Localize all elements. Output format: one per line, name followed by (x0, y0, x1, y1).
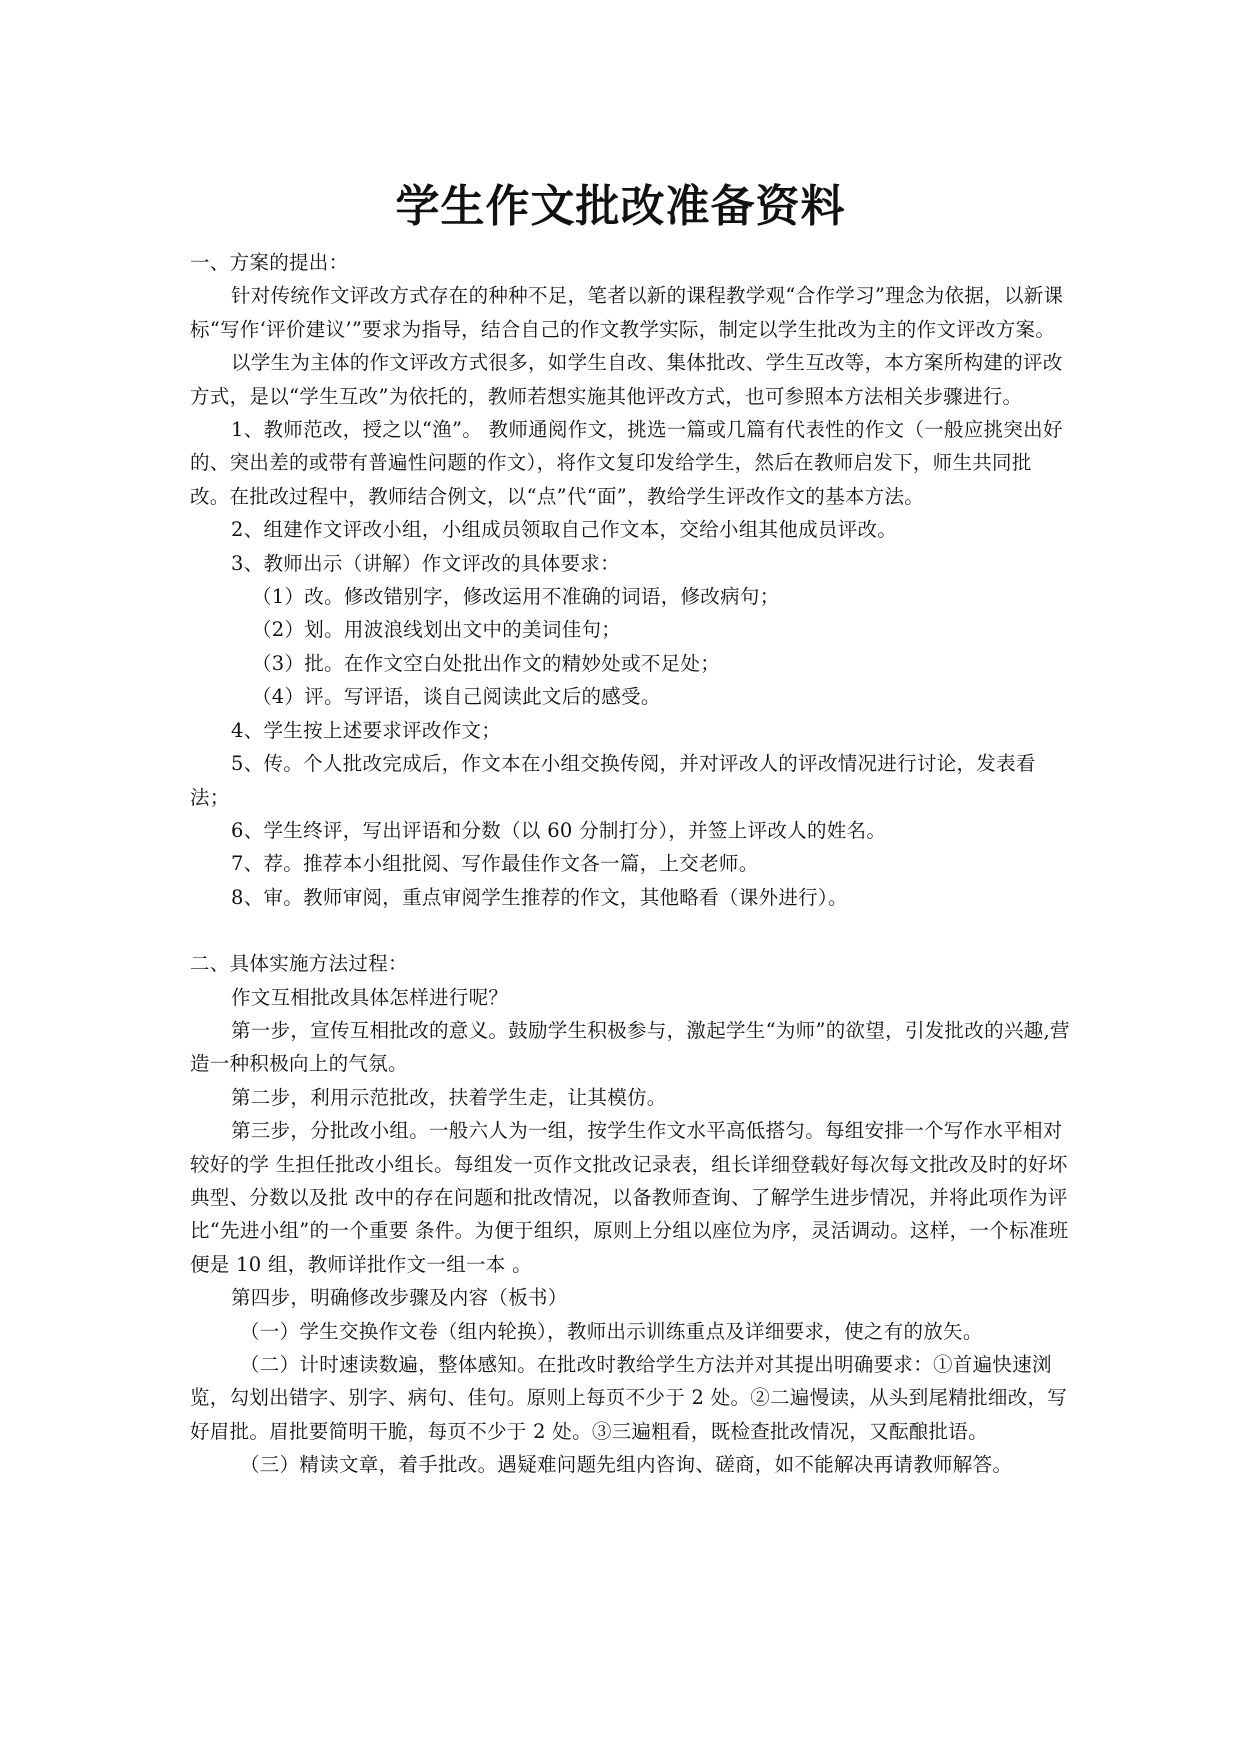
requirement-item: （1）改。修改错别字，修改运用不准确的词语，修改病句； (252, 585, 780, 609)
step-item: 8、审。教师审阅，重点审阅学生推荐的作文，其他略看（课外进行）。 (231, 885, 848, 909)
section-spacer (190, 914, 1070, 947)
requirement-item: （2）划。用波浪线划出文中的美词佳句； (252, 618, 622, 642)
paragraph: 第四步，明确修改步骤及内容（板书） (231, 1286, 568, 1310)
step-item: 7、荐。推荐本小组批阅、写作最佳作文各一篇，上交老师。 (231, 852, 759, 876)
paragraph: 3、教师出示（讲解）作文评改的具体要求： (231, 551, 620, 575)
paragraph: 作文互相批改具体怎样进行呢？ (231, 985, 509, 1009)
paragraph: 2、组建作文评改小组，小组成员领取自己作文本，交给小组其他成员评改。 (231, 518, 898, 542)
substep-item: （一）学生交换作文卷（组内轮换），教师出示训练重点及详细要求，使之有的放矢。 (240, 1319, 983, 1343)
paragraph: 第二步，利用示范批改，扶着学生走，让其模仿。 (231, 1085, 667, 1109)
document-title: 学生作文批改准备资料 (395, 181, 846, 233)
step-item: 6、学生终评，写出评语和分数（以 60 分制打分），并签上评改人的姓名。 (231, 818, 887, 842)
substep-item: （二）计时速读数遍，整体感知。在批改时教给学生方法并对其提出明确要求：①首遍快速浏览，勾划出错字、别字、病句、佳句。原则上每页不少于 2 处。②二遍慢读，从头到尾精批细改，写好眉批。眉批要简明干脆，每页不少于 2 处。③三遍粗看，既检查批改情况，又酝酿批语。 (190, 1353, 1068, 1443)
requirement-item: （3）批。在作文空白处批出作文的精妙处或不足处； (252, 651, 721, 675)
substep-item: （三）精读文章，着手批改。遇疑难问题先组内咨询、磋商，如不能解决再请教师解答。 (240, 1453, 1013, 1477)
paragraph: 针对传统作文评改方式存在的种种不足，笔者以新的课程教学观“合作学习”理念为依据，以新课标“写作‘评价建议’”要求为指导，结合自己的作文教学实际，制定以学生批改为主的作文评改方案。 (190, 284, 1064, 341)
paragraph: 以学生为主体的作文评改方式很多，如学生自改、集体批改、学生互改等，本方案所构建的评改方式，是以“学生互改”为依托的，教师若想实施其他评改方式，也可参照本方法相关步骤进行。 (190, 351, 1063, 408)
paragraph: 第一步，宣传互相批改的意义。鼓励学生积极参与，激起学生“为师”的欲望，引发批改的兴趣,营造一种积极向上的气氛。 (190, 1018, 1070, 1076)
document-body (190, 246, 1070, 1482)
step-item: 4、学生按上述要求评改作文； (231, 718, 502, 742)
paragraph: 1、教师范改，授之以“渔”。 教师通阅作文，挑选一篇或几篇有代表性的作文（一般应挑突出好的、突出差的或带有普遍性问题的作文），将作文复印发给学生，然后在教师启发下，师生共同批改。在批改过程中，教师结合例文，以“点”代“面”，教给学生评改作文的基本方法。 (190, 418, 1063, 508)
section-heading-2: 二、具体实施方法过程： (190, 952, 408, 976)
paragraph: 第三步，分批改小组。一般六人为一组，按学生作文水平高低搭匀。每组安排一个写作水平相对较好的学 生担任批改小组长。每组发一页作文批改记录表，组长详细登载好每次每文批改及时的好坏典型、分数以及批 改中的存在问题和批改情况，以备教师查询、了解学生进步情况，并将此项作为评比“先进小组”的一个重要 条件。为便于组织，原则上分组以座位为序，灵活调动。这样，一个标准班便是 10 组，教师详批作文一组一本 。 (190, 1119, 1069, 1276)
step-item: 5、传。个人批改完成后，作文本在小组交换传阅，并对评改人的评改情况进行讨论，发表看法； (190, 752, 1036, 809)
section-heading-1: 一、方案的提出： (190, 251, 349, 274)
requirement-item: （4）评。写评语，谈自己阅读此文后的感受。 (252, 685, 661, 709)
